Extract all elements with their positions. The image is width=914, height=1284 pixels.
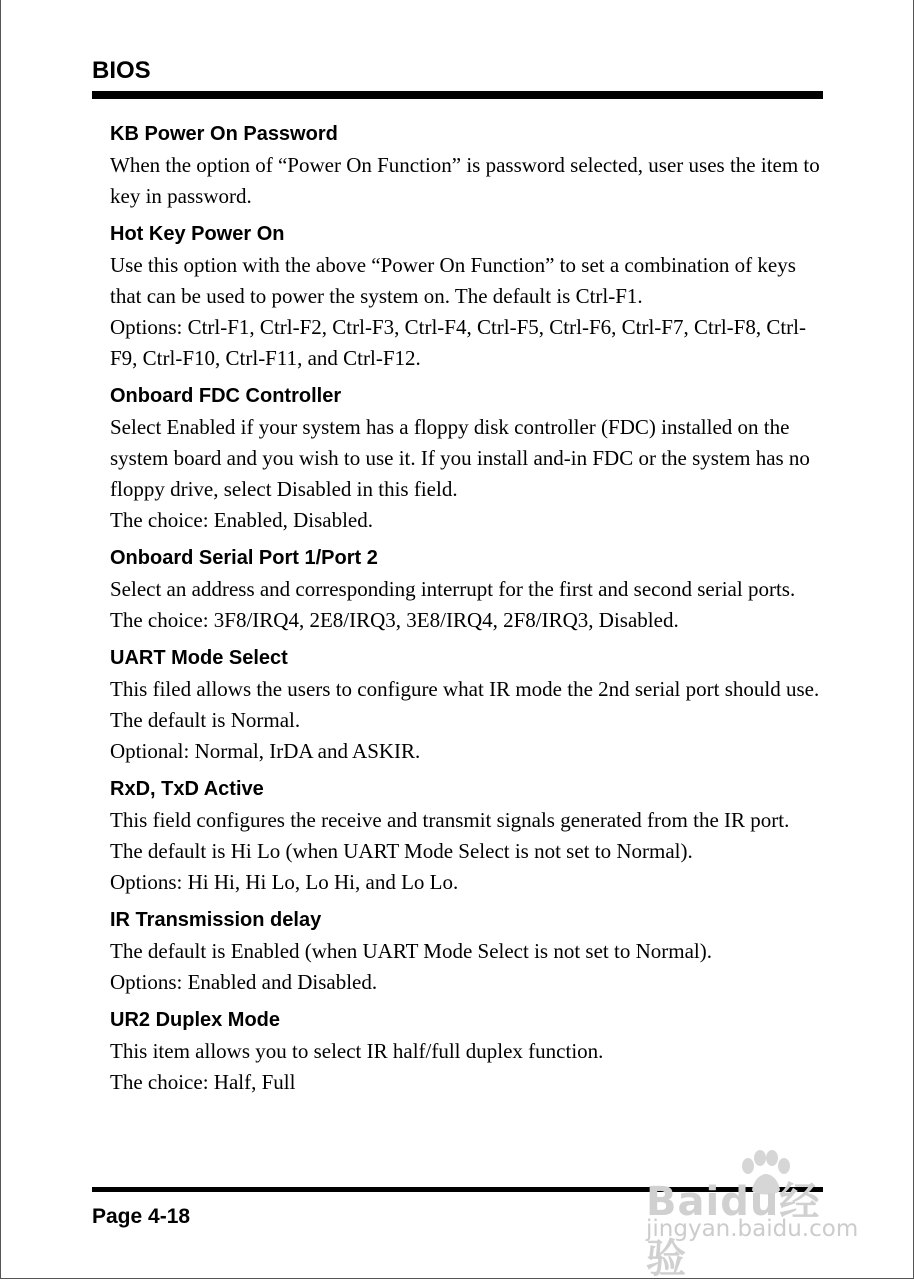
section-onboard-fdc-controller xyxy=(110,382,826,536)
section-heading: Onboard Serial Port 1/Port 2 xyxy=(110,547,378,569)
paragraph: When the option of “Power On Function” is password selected, user uses the item to key in password. xyxy=(110,153,820,208)
header-rule xyxy=(92,91,823,99)
section-kb-power-on-password xyxy=(110,120,826,212)
section-heading: Onboard FDC Controller xyxy=(110,385,342,407)
paragraph: Select an address and corresponding interrupt for the first and second serial ports. xyxy=(110,577,796,601)
paragraph: The choice: Half, Full xyxy=(110,1070,296,1094)
paragraph: This filed allows the users to configure what IR mode the 2nd serial port should use. The default is Normal. xyxy=(110,677,820,732)
section-heading: UR2 Duplex Mode xyxy=(110,1009,281,1031)
section-uart-mode-select xyxy=(110,644,826,767)
paragraph: The choice: 3F8/IRQ4, 2E8/IRQ3, 3E8/IRQ4, 2F8/IRQ3, Disabled. xyxy=(110,608,679,632)
section-ir-transmission-delay xyxy=(110,906,826,998)
section-hot-key-power-on xyxy=(110,220,826,374)
page-header-title: BIOS xyxy=(92,57,151,84)
section-heading: RxD, TxD Active xyxy=(110,778,264,800)
paragraph: Select Enabled if your system has a floppy disk controller (FDC) installed on the system board and you wish to use it. If you install and-in FDC or the system has no floppy drive, select Disabled in this field. xyxy=(110,415,810,501)
section-ur2-duplex-mode xyxy=(110,1006,826,1098)
section-onboard-serial-port xyxy=(110,544,826,636)
paragraph: Optional: Normal, IrDA and ASKIR. xyxy=(110,739,421,763)
section-heading: KB Power On Password xyxy=(110,123,338,145)
paragraph: Use this option with the above “Power On Function” to set a combination of keys that can be used to power the system on. The default is Ctrl-F1. xyxy=(110,253,796,308)
paragraph: The default is Hi Lo (when UART Mode Select is not set to Normal). xyxy=(110,839,693,863)
section-heading: UART Mode Select xyxy=(110,647,288,669)
paragraph: This field configures the receive and transmit signals generated from the IR port. xyxy=(110,808,790,832)
watermark-url: jingyan.baidu.com xyxy=(646,1216,859,1242)
baidu-watermark xyxy=(646,1150,859,1282)
paragraph: This item allows you to select IR half/full duplex function. xyxy=(110,1039,604,1063)
section-heading: Hot Key Power On xyxy=(110,223,285,245)
paragraph: Options: Ctrl-F1, Ctrl-F2, Ctrl-F3, Ctrl-F4, Ctrl-F5, Ctrl-F6, Ctrl-F7, Ctrl-F8, Ctrl-F9, Ctrl-F10, Ctrl-F11, and Ctrl-F12. xyxy=(110,315,806,370)
paragraph: Options: Hi Hi, Hi Lo, Lo Hi, and Lo Lo. xyxy=(110,870,459,894)
paragraph: Options: Enabled and Disabled. xyxy=(110,970,378,994)
section-heading: IR Transmission delay xyxy=(110,909,322,931)
section-rxd-txd-active xyxy=(110,775,826,898)
document-body xyxy=(110,120,826,1106)
watermark-brand: Baidu经验 xyxy=(646,1179,821,1282)
paragraph: The choice: Enabled, Disabled. xyxy=(110,508,373,532)
paragraph: The default is Enabled (when UART Mode Select is not set to Normal). xyxy=(110,939,712,963)
page-number: Page 4-18 xyxy=(92,1205,191,1228)
